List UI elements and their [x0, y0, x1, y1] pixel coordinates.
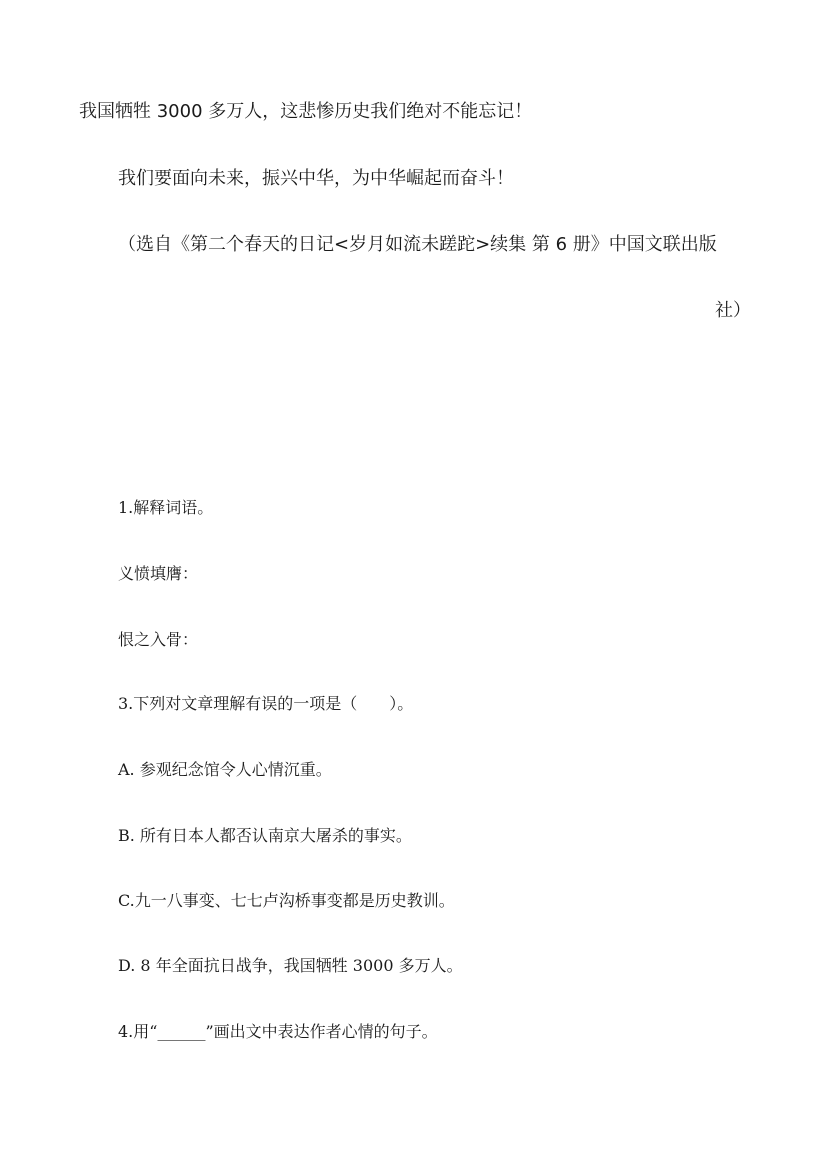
question-3: 3.下列对文章理解有误的一项是（ ）。: [118, 694, 414, 713]
source-citation-end: 社）: [715, 300, 751, 321]
term-label: 义愤填膺：: [118, 564, 199, 583]
term-label: 恨之入骨：: [118, 630, 199, 649]
option-d: D. 8 年全面抗日战争，我国牺牲 3000 多万人。: [118, 956, 463, 975]
source-citation: （选自《第二个春天的日记<岁月如流未蹉跎>续集 第 6 册》中国文联出版: [118, 234, 717, 255]
option-a: A. 参观纪念馆令人心情沉重。: [118, 760, 332, 779]
passage-line: 我国牺牲 3000 多万人，这悲惨历史我们绝对不能忘记！: [79, 101, 533, 122]
question-4: 4.用“______”画出文中表达作者心情的句子。: [118, 1022, 438, 1041]
option-b: B. 所有日本人都否认南京大屠杀的事实。: [118, 826, 412, 845]
question-1: 1.解释词语。: [118, 498, 214, 517]
passage-line: 我们要面向未来，振兴中华，为中华崛起而奋斗！: [118, 168, 514, 189]
option-c: C.九一八事变、七七卢沟桥事变都是历史教训。: [118, 891, 455, 910]
